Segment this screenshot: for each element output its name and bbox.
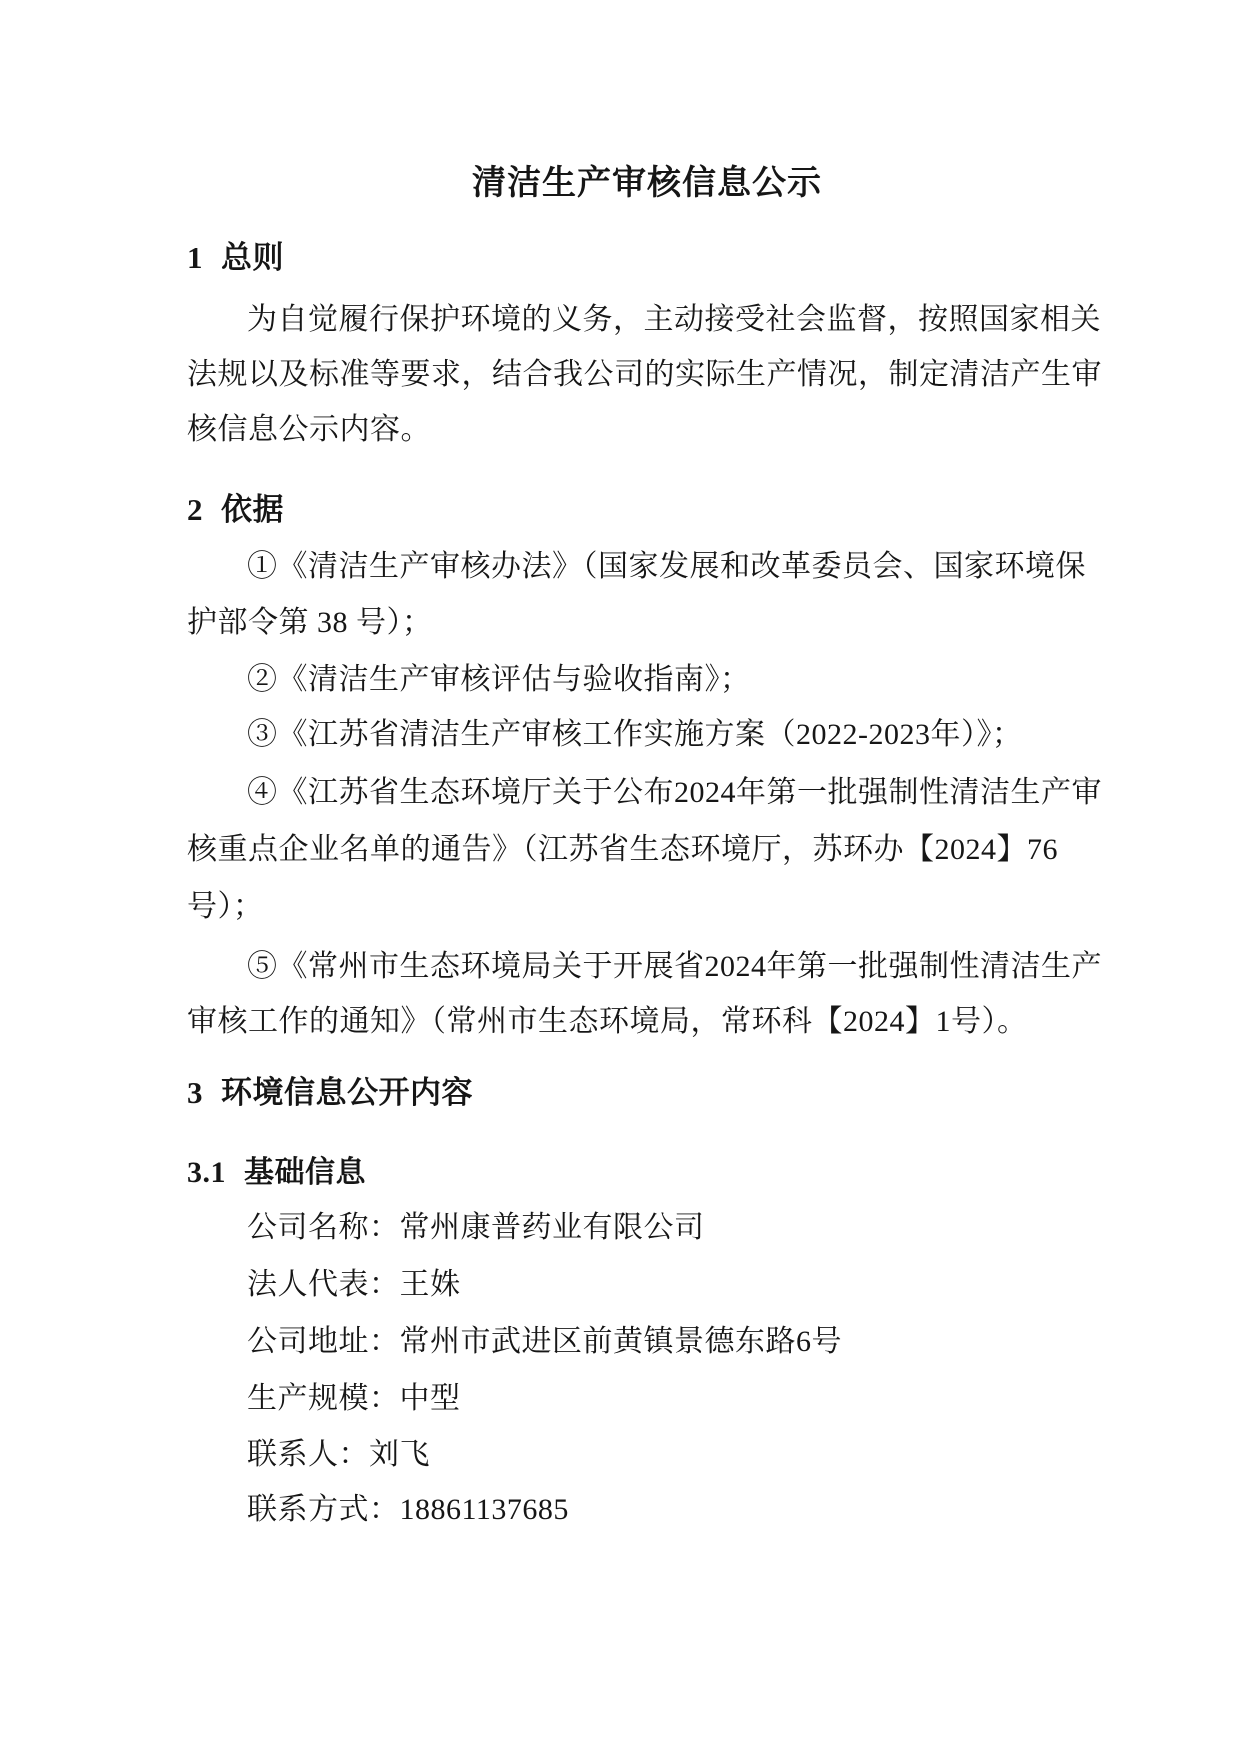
- info-line-production-scale: 生产规模：中型: [247, 1382, 461, 1415]
- list-item-5-line-1: ⑤《常州市生态环境局关于开展省2024年第一批强制性清洁生产: [247, 950, 1102, 983]
- section-heading-3: [187, 1075, 1053, 1111]
- list-item-3-line-1: ③《江苏省清洁生产审核工作实施方案（2022-2023年）》；: [247, 718, 1023, 751]
- section-heading-2: [187, 492, 1053, 528]
- info-line-contact-number: 联系方式：18861137685: [247, 1493, 569, 1526]
- list-item-4-line-2: 核重点企业名单的通告》（江苏省生态环境厅，苏环办【2024】76: [187, 833, 1058, 866]
- paragraph-1-line-3: 核信息公示内容。: [187, 413, 431, 446]
- paragraph-1-line-2: 法规以及标准等要求，结合我公司的实际生产情况，制定清洁产生审: [187, 358, 1102, 391]
- info-line-contact-person: 联系人：刘飞: [247, 1438, 430, 1471]
- heading-1-number: 1: [187, 240, 203, 275]
- info-line-company-address: 公司地址：常州市武进区前黄镇景德东路6号: [247, 1325, 842, 1358]
- section-heading-3-1: [187, 1155, 1053, 1191]
- heading-2-text: 依据: [221, 492, 284, 527]
- info-line-legal-representative: 法人代表：王姝: [247, 1268, 461, 1301]
- list-item-1-line-1: ①《清洁生产审核办法》（国家发展和改革委员会、国家环境保: [247, 550, 1086, 583]
- heading-3-1-number: 3.1: [187, 1156, 226, 1189]
- list-item-4-line-1: ④《江苏省生态环境厅关于公布2024年第一批强制性清洁生产审: [247, 776, 1102, 809]
- list-item-2-line-1: ②《清洁生产审核评估与验收指南》；: [247, 663, 751, 696]
- list-item-1-line-2: 护部令第 38 号）；: [187, 606, 433, 639]
- heading-3-text: 环境信息公开内容: [221, 1075, 473, 1110]
- paragraph-1-line-1: 为自觉履行保护环境的义务，主动接受社会监督，按照国家相关: [247, 303, 1101, 336]
- heading-2-number: 2: [187, 492, 203, 527]
- list-item-5-line-2: 审核工作的通知》（常州市生态环境局，常环科【2024】1号）。: [187, 1005, 1028, 1038]
- list-item-4-line-3: 号）；: [187, 890, 264, 923]
- document-title: 清洁生产审核信息公示: [472, 165, 822, 202]
- section-heading-1: [187, 240, 1053, 276]
- heading-3-number: 3: [187, 1075, 203, 1110]
- info-line-company-name: 公司名称：常州康普药业有限公司: [247, 1211, 705, 1244]
- heading-3-1-text: 基础信息: [244, 1156, 366, 1189]
- heading-1-text: 总则: [221, 240, 284, 275]
